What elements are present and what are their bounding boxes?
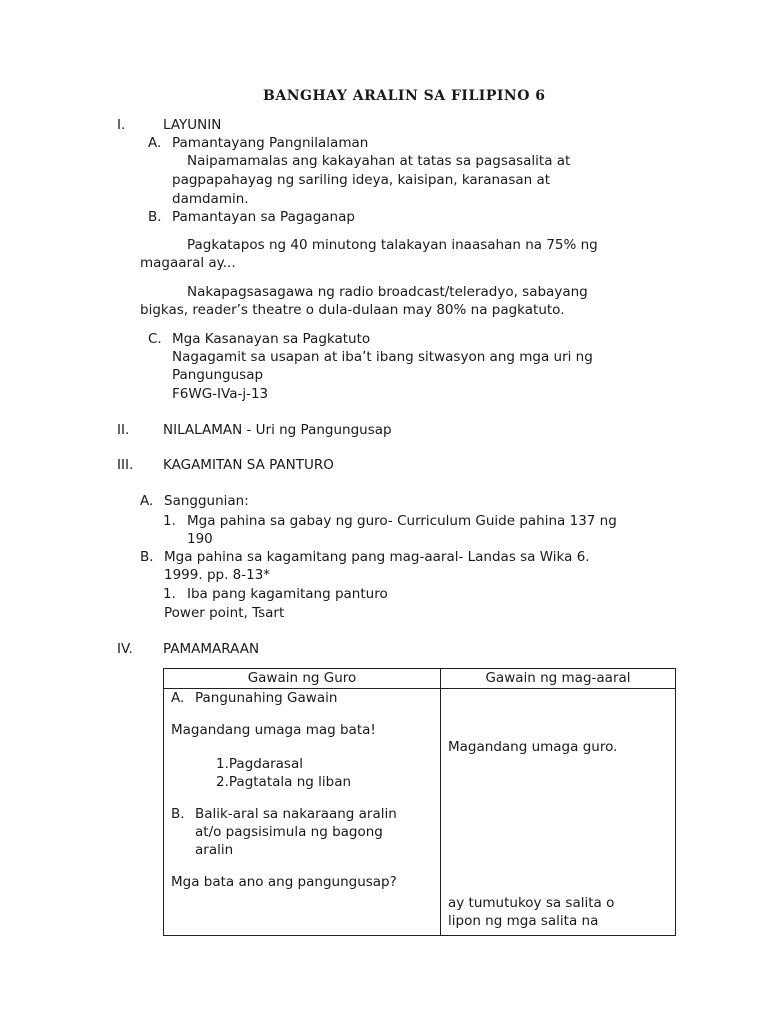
sec3-b1-text: Iba pang kagamitang panturo [187, 586, 388, 602]
column-header-magaaral: Gawain ng mag-aaral [441, 669, 676, 689]
sec1-b-paragraph-line: Nakapagsasagawa ng radio broadcast/teleradyo, sabayang [187, 284, 588, 300]
sec1-c-code: F6WG-IVa-j-13 [172, 386, 269, 402]
sec1-c-line: Nagagamit sa usapan at iba’t ibang sitwasyon ang mga uri ng [172, 349, 593, 365]
sec1-b-title: Pamantayan sa Pagaganap [172, 209, 355, 225]
sec3-a-label: A. [140, 493, 154, 509]
guro-a-title: Pangunahing Gawain [195, 690, 338, 706]
sec1-b-paragraph-line: bigkas, reader’s theatre o dula-dulaan may 80% na pagkatuto. [140, 302, 565, 318]
sec3-b1-number: 1. [163, 586, 176, 602]
section-1-heading: LAYUNIN [163, 117, 222, 133]
sec3-a1-line: Mga pahina sa gabay ng guro- Curriculum Guide pahina 137 ng [187, 513, 617, 529]
sec3-b-line: 1999. pp. 8-13* [164, 567, 271, 583]
table-header-row [164, 669, 676, 689]
sec3-a1-number: 1. [163, 513, 176, 529]
table-row [164, 689, 676, 936]
sec3-a-title: Sanggunian: [164, 493, 249, 509]
section-3-number: III. [117, 457, 134, 473]
guro-question: Mga bata ano ang pangungusap? [171, 874, 397, 890]
sec1-a-title: Pamantayang Pangnilalaman [172, 135, 369, 151]
section-4-heading: PAMAMARAAN [163, 641, 260, 657]
sec1-c-label: C. [148, 331, 162, 347]
sec3-a1-line: 190 [187, 531, 213, 547]
sec1-a-line: pagpapahayag ng sariling ideya, kaisipan, karanasan at [172, 172, 551, 188]
sec3-materials: Power point, Tsart [164, 605, 285, 621]
section-1-number: I. [117, 117, 126, 133]
sec1-b-paragraph-line: magaaral ay... [140, 255, 236, 271]
guro-list-item: 1.Pagdarasal [216, 756, 303, 772]
guro-cell [164, 689, 441, 936]
guro-b-label: B. [171, 806, 185, 822]
sec1-c-title: Mga Kasanayan sa Pagkatuto [172, 331, 371, 347]
guro-list-item: 2.Pagtatala ng liban [216, 774, 352, 790]
section-3-heading: KAGAMITAN SA PANTURO [163, 457, 334, 473]
column-header-guro: Gawain ng Guro [164, 669, 441, 689]
section-2-number: II. [117, 422, 130, 438]
magaaral-reply: Magandang umaga guro. [448, 739, 618, 755]
sec1-a-line: damdamin. [172, 191, 249, 207]
guro-b-line: Balik-aral sa nakaraang aralin [195, 806, 397, 822]
magaaral-answer-line: ay tumutukoy sa salita o [448, 895, 615, 911]
procedure-table [163, 668, 676, 936]
guro-b-line: at/o pagsisimula ng bagong [195, 824, 383, 840]
sec1-b-label: B. [148, 209, 162, 225]
section-4-number: IV. [117, 641, 133, 657]
sec1-c-line: Pangungusap [172, 367, 264, 383]
guro-a-label: A. [171, 690, 185, 706]
guro-greeting: Magandang umaga mag bata! [171, 722, 376, 738]
sec3-b-label: B. [140, 549, 154, 565]
sec1-a-line: Naipamamalas ang kakayahan at tatas sa pagsasalita at [187, 153, 571, 169]
sec1-a-label: A. [148, 135, 162, 151]
guro-b-line: aralin [195, 842, 234, 858]
sec3-b-line: Mga pahina sa kagamitang pang mag-aaral- Landas sa Wika 6. [164, 549, 590, 565]
magaaral-answer-line: lipon ng mga salita na [448, 913, 599, 929]
sec1-b-paragraph-line: Pagkatapos ng 40 minutong talakayan inaasahan na 75% ng [187, 237, 598, 253]
document-title: BANGHAY ARALIN SA FILIPINO 6 [263, 88, 546, 104]
section-2-text: NILALAMAN - Uri ng Pangungusap [163, 422, 392, 438]
magaaral-cell [441, 689, 676, 936]
